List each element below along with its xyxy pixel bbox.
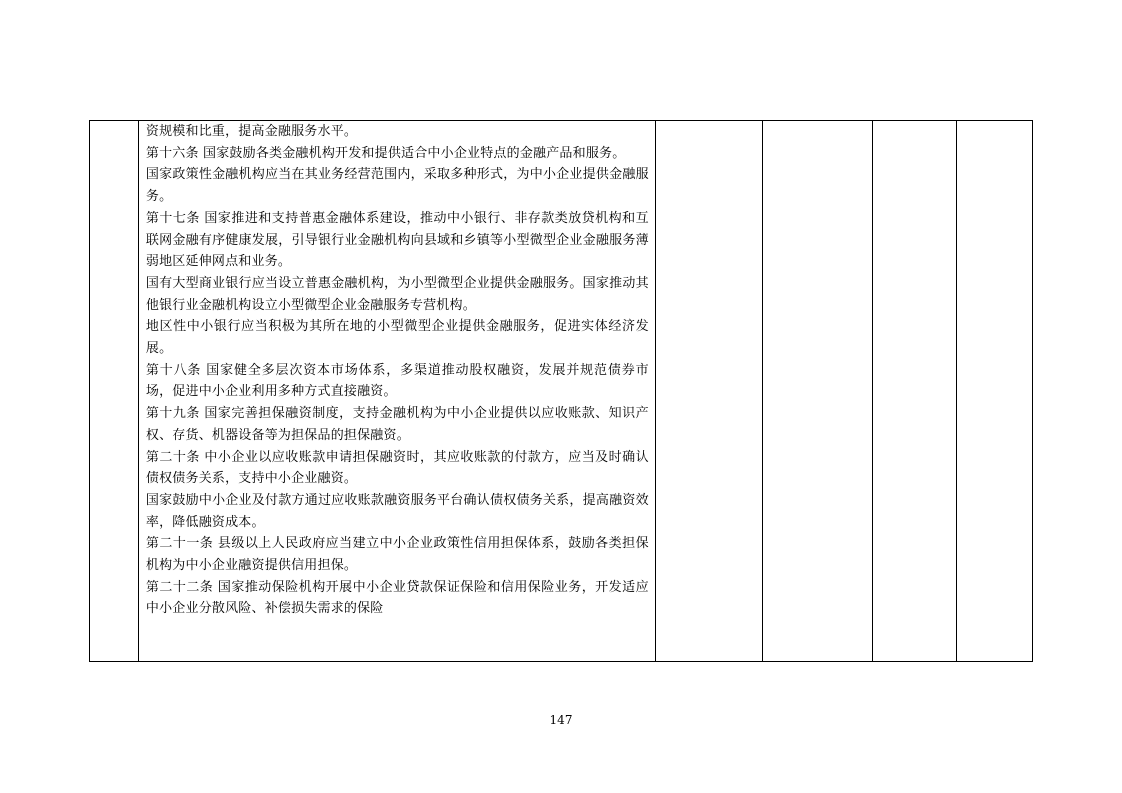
paragraph: 第二十一条 县级以上人民政府应当建立中小企业政策性信用担保体系，鼓励各类担保机构为中小企业融资提供信用担保。 — [145, 536, 649, 574]
table-column-empty — [957, 121, 1032, 661]
table-column-empty — [763, 121, 874, 661]
table-column-empty — [656, 121, 763, 661]
paragraph: 第十六条 国家鼓励各类金融机构开发和提供适合中小企业特点的金融产品和服务。 — [145, 145, 626, 161]
paragraph: 第二十条 中小企业以应收账款申请担保融资时，其应收账款的付款方，应当及时确认债权债务关系，支持中小企业融资。 — [145, 449, 649, 487]
paragraph: 资规模和比重，提高金融服务水平。 — [145, 124, 358, 139]
table-column-empty — [873, 121, 957, 661]
paragraph: 第二十二条 国家推动保险机构开展中小企业贷款保证保险和信用保险业务，开发适应中小企业分散风险、补偿损失需求的保险 — [145, 579, 649, 617]
table-column-content — [139, 121, 656, 661]
paragraph: 国家政策性金融机构应当在其业务经营范围内，采取多种形式，为中小企业提供金融服务。 — [145, 167, 649, 205]
paragraph: 地区性中小银行应当积极为其所在地的小型微型企业提供金融服务，促进实体经济发展。 — [145, 319, 649, 357]
paragraph: 国家鼓励中小企业及付款方通过应收账款融资服务平台确认债权债务关系，提高融资效率，降低融资成本。 — [145, 492, 649, 530]
paragraph: 第十八条 国家健全多层次资本市场体系，多渠道推动股权融资，发展并规范债券市场，促进中小企业利用多种方式直接融资。 — [145, 362, 649, 400]
table-column-index — [90, 121, 139, 661]
paragraph: 第十七条 国家推进和支持普惠金融体系建设，推动中小银行、非存款类放贷机构和互联网金融有序健康发展，引导银行业金融机构向县域和乡镇等小型微型企业金融服务薄弱地区延伸网点和业务。 — [145, 210, 649, 270]
page-number: 147 — [549, 713, 573, 727]
paragraph: 国有大型商业银行应当设立普惠金融机构，为小型微型企业提供金融服务。国家推动其他银行业金融机构设立小型微型企业金融服务专营机构。 — [145, 275, 649, 313]
document-table — [89, 120, 1033, 662]
paragraph: 第十九条 国家完善担保融资制度，支持金融机构为中小企业提供以应收账款、知识产权、存货、机器设备等为担保品的担保融资。 — [145, 406, 649, 443]
